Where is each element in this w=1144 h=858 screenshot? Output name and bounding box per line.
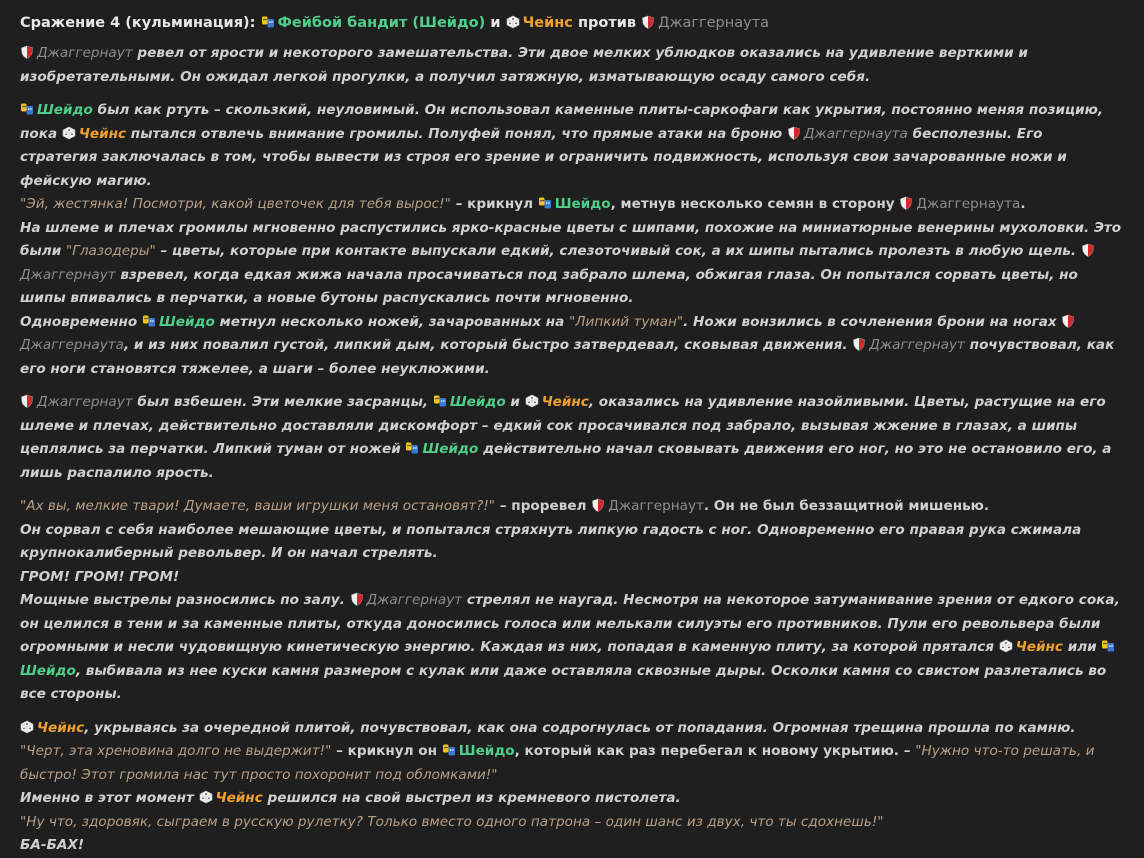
shield-icon xyxy=(591,498,605,512)
battle-title xyxy=(20,10,1124,36)
text: Он сорвал с себя наиболее мешающие цветы, и попытался стряхнуть липкую гадость с ног. Одновременно его правая рука сжимала крупнокалиберный револьвер. И он начал стрелять. xyxy=(20,521,1082,561)
mask-icon xyxy=(433,394,447,408)
text: был как ртуть – скользкий, неуловимый. Он использовал каменные плиты-саркофаги как укрытия, постоянно меняя позицию, пока xyxy=(20,102,1103,142)
text: метнул несколько ножей, зачарованных на xyxy=(219,313,565,330)
mask-icon xyxy=(442,743,456,757)
text: . xyxy=(1020,196,1026,212)
text: , метнув несколько семян в сторону xyxy=(610,196,895,212)
text: , укрываясь за очередной плитой, почувствовал, как она содрогнулась от попадания. Огромная трещина прошла по камню. xyxy=(84,719,1076,736)
jugg-name: Джаггернаута xyxy=(20,337,124,353)
text: , оказались на удивление назойливыми. Цветы, растущие на его шлеме и плечах, действительно доставляли дискомфорт – едкий сок просачивался под забрало, вызывая жжение в глазах, а шипы цеплялись за перчатки. Липкий туман от ножей xyxy=(20,394,1106,457)
text: действительно начал сковывать движения его ног, но это не остановило его, а лишь распалило ярость. xyxy=(20,441,1112,481)
jugg-name: Джаггернаут xyxy=(366,592,463,608)
paragraph-5 xyxy=(20,717,1124,858)
sound-effect: ГРОМ! ГРОМ! ГРОМ! xyxy=(20,568,180,585)
quote: "Черт, эта хреновина долго не выдержит!" xyxy=(20,743,332,759)
dice-icon xyxy=(506,15,520,29)
dice-icon xyxy=(199,790,213,804)
text: Мощные выстрелы разносились по залу. xyxy=(20,592,345,608)
mask-icon xyxy=(538,196,552,210)
jugg-name: Джаггернаута xyxy=(803,125,908,142)
dice-icon xyxy=(525,394,539,408)
chains-name: Чейнс xyxy=(78,125,127,142)
text: , и из них повалил густой, липкий дым, который быстро затвердевал, сковывая движения. xyxy=(123,337,848,353)
text: – крикнул xyxy=(455,196,534,212)
shield-icon xyxy=(20,45,34,59)
shade-full-name: Фейбой бандит (Шейдо) xyxy=(277,15,486,31)
jugg-name: Джаггернаут xyxy=(20,266,116,283)
jugg-name: Джаггернаута xyxy=(916,196,1021,212)
quote: "Ну что, здоровяк, сыграем в русскую рулетку? Только вместо одного патрона – один шанс из двух, что ты сдохнешь!" xyxy=(20,813,884,830)
mask-icon xyxy=(405,441,419,455)
dice-icon xyxy=(20,720,34,734)
quote: "Эй, жестянка! Посмотри, какой цветочек для тебя вырос!" xyxy=(20,196,451,212)
title-and: и xyxy=(490,15,501,31)
shade-name: Шейдо xyxy=(20,662,76,679)
title-vs: против xyxy=(577,15,637,31)
text: – проревел xyxy=(499,498,587,514)
text: взревел, когда едкая жижа начала просачиваться под забрало шлема, обжигая глаза. Он попытался сорвать цветы, но шипы впивались в перчатки, а новые бутоны распускались почти мгновенно. xyxy=(20,266,1078,306)
text: пытался отвлечь внимание громилы. Полуфей понял, что прямые атаки на броню xyxy=(130,125,783,142)
chains-name: Чейнс xyxy=(522,15,573,31)
shield-icon xyxy=(852,337,866,351)
sound-effect: БА-БАХ! xyxy=(20,837,85,853)
text: , который как раз перебегал к новому укрытию. – xyxy=(514,743,911,759)
dice-icon xyxy=(62,126,76,140)
quote: "Ах вы, мелкие твари! Думаете, ваши игрушки меня остановят?!" xyxy=(20,498,496,514)
chains-name: Чейнс xyxy=(215,790,263,806)
shade-name: Шейдо xyxy=(458,743,515,759)
shade-name: Шейдо xyxy=(159,313,215,330)
chains-name: Чейнс xyxy=(541,394,589,410)
text: или xyxy=(1067,639,1097,655)
shade-name: Шейдо xyxy=(554,196,611,212)
mask-icon xyxy=(1101,639,1115,653)
text: решился на свой выстрел из кремневого пистолета. xyxy=(267,790,681,806)
text: . Ножи вонзились в сочленения брони на ногах xyxy=(683,313,1057,330)
shield-icon xyxy=(350,592,364,606)
shield-icon xyxy=(1081,243,1095,257)
shield-icon xyxy=(787,126,801,140)
text: На шлеме и плечах громилы мгновенно распустились ярко-красные цветы с шипами, похожие на миниатюрные венерины мухоловки. Это были xyxy=(20,219,1122,259)
quote: "Глазодеры" xyxy=(66,243,156,259)
jugg-name: Джаггернаут xyxy=(608,498,704,514)
shield-icon xyxy=(899,196,913,210)
text: , выбивала из нее куски камня размером с кулак или даже оставляла сквозные дыры. Осколки камня со свистом разлетались во все стороны. xyxy=(20,662,1107,702)
text: и xyxy=(510,394,520,410)
text: Именно в этот момент xyxy=(20,790,194,806)
mask-icon xyxy=(261,15,275,29)
text: – крикнул он xyxy=(336,743,438,759)
text: – цветы, которые при контакте выпускали едкий, слезоточивый сок, а их шипы пытались пролезть в любую щель. xyxy=(160,243,1077,259)
text: бесполезны. Его стратегия заключалась в том, чтобы вывести из строя его зрение и ограничить подвижность, используя свои зачарованные ножи и фейскую магию. xyxy=(20,125,1067,189)
paragraph-3 xyxy=(20,391,1124,485)
text: Одновременно xyxy=(20,313,138,330)
shade-name: Шейдо xyxy=(449,394,506,410)
paragraph-4 xyxy=(20,495,1124,707)
mask-icon xyxy=(20,102,34,116)
jugg-name: Джаггернаута xyxy=(658,15,770,31)
paragraph-2 xyxy=(20,99,1124,381)
quote: "Нужно что-то решать, и быстро! Этот громила нас тут просто похоронит под обломками!" xyxy=(20,743,1095,783)
jugg-name: Джаггернаут xyxy=(37,45,133,61)
quote: "Липкий туман" xyxy=(569,313,684,330)
shade-name: Шейдо xyxy=(422,441,479,457)
jugg-name: Джаггернаут xyxy=(869,337,965,353)
shield-icon xyxy=(20,394,34,408)
shield-icon xyxy=(641,15,655,29)
text: был взбешен. Эти мелкие засранцы, xyxy=(137,394,429,410)
text: стрелял не наугад. Несмотря на некоторое затуманивание зрения от едкого сока, он целился в тени и за каменные плиты, откуда доносились голоса или мелькали силуэты его противников. Пули его револьвера были огромными и несли чудовищную кинетическую энергию. Каждая из них, попадая в каменную плиту, за которой прятался xyxy=(20,592,1120,655)
mask-icon xyxy=(142,314,156,328)
text: почувствовал, как его ноги становятся тяжелее, а шаги – более неуклюжими. xyxy=(20,337,1115,377)
chains-name: Чейнс xyxy=(37,719,85,736)
shield-icon xyxy=(1061,314,1075,328)
dice-icon xyxy=(999,639,1013,653)
text: ревел от ярости и некоторого замешательства. Эти двое мелких ублюдков оказались на удивление верткими и изобретательными. Он ожидал легкой прогулки, а получил затяжную, изматывающую осаду самого себя. xyxy=(20,45,1028,85)
chains-name: Чейнс xyxy=(1015,639,1063,655)
jugg-name: Джаггернаут xyxy=(37,394,133,410)
text: . Он не был беззащитной мишенью. xyxy=(703,498,990,514)
shade-name: Шейдо xyxy=(37,102,93,118)
paragraph-1 xyxy=(20,42,1124,89)
title-prefix: Сражение 4 (кульминация): xyxy=(20,15,256,31)
